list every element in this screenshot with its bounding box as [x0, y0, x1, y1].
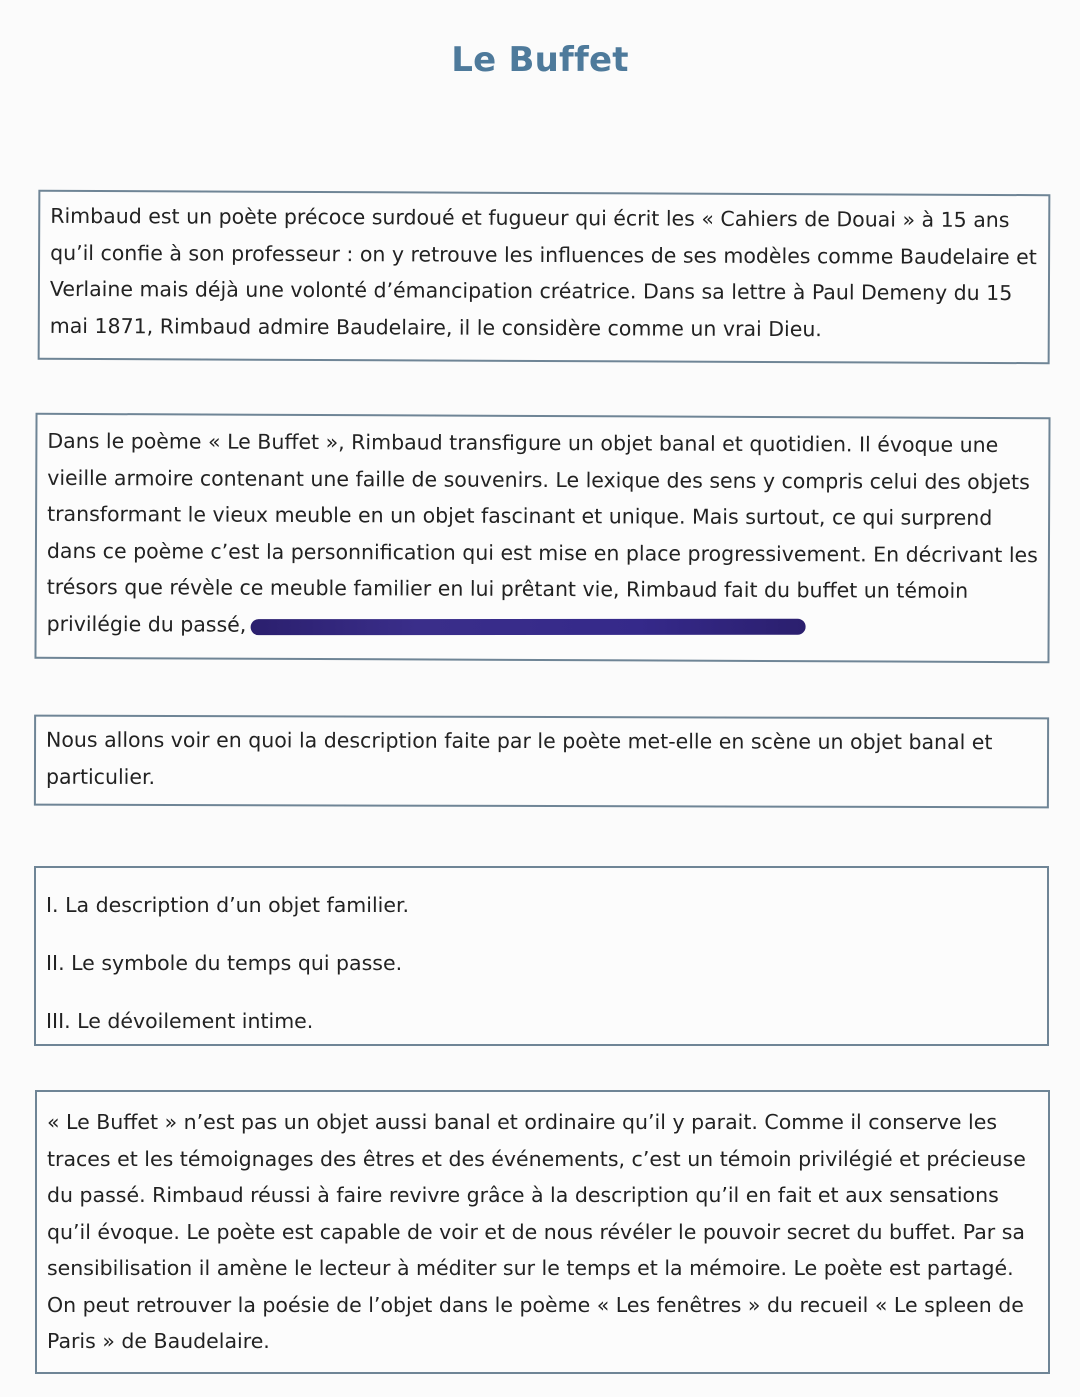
text-line: Verlaine mais déjà une volonté d’émancipation créatrice. Dans sa lettre à Paul Demeny du 15 [49, 276, 1013, 306]
ink-redaction-mark [250, 618, 805, 634]
text-line: transformant le vieux meuble en un objet fascinant et unique. Mais surtout, ce qui surprend [47, 501, 993, 530]
text-line: Nous allons voir en quoi la description faite par le poète met-elle en scène un objet banal et [46, 727, 993, 755]
text-line: Rimbaud est un poète précoce surdoué et fugueur qui écrit les « Cahiers de Douai » à 15 ans [50, 203, 1010, 233]
text-line: particulier. [45, 764, 156, 789]
plan-item: II. Le symbole du temps qui passe. [46, 951, 403, 975]
text-line-redacted [47, 605, 1038, 646]
text-line: sensibilisation il amène le lecteur à méditer sur le temps et la mémoire. Le poète est partagé. [47, 1256, 1014, 1280]
text-line: « Le Buffet » n’est pas un objet aussi banal et ordinaire qu’il y parait. Comme il conserve les [47, 1110, 998, 1134]
analysis-box [34, 413, 1050, 663]
text-fragment: privilégie du passé, [46, 611, 247, 637]
plan-item: I. La description d’un objet familier. [46, 893, 410, 917]
problematic-box [34, 715, 1049, 809]
page-title: Le Buffet [451, 40, 629, 80]
text-line: du passé. Rimbaud réussi à faire revivre grâce à la description qu’il en fait et aux sensations [47, 1183, 999, 1207]
text-line: dans ce poème c’est la personnification qui est mise en place progressivement. En décrivant les [46, 538, 1038, 567]
text-line: Dans le poème « Le Buffet », Rimbaud transfigure un objet banal et quotidien. Il évoque une [47, 428, 999, 457]
text-line: traces et les témoignages des êtres et des événements, c’est un témoin privilégié et précieuse [47, 1146, 1026, 1171]
intro-box [38, 190, 1051, 364]
plan-box [34, 866, 1049, 1046]
plan-item: III. Le dévoilement intime. [46, 1009, 314, 1033]
text-line: trésors que révèle ce meuble familier en lui prêtant vie, Rimbaud fait du buffet un témoin [46, 574, 969, 603]
text-line: vieille armoire contenant une faille de souvenirs. Le lexique des sens y compris celui des objets [47, 465, 1030, 494]
text-line: On peut retrouver la poésie de l’objet dans le poème « Les fenêtres » du recueil « Le spleen de [47, 1292, 1024, 1317]
text-line: mai 1871, Rimbaud admire Baudelaire, il le considère comme un vrai Dieu. [49, 313, 822, 341]
text-line: Paris » de Baudelaire. [47, 1329, 270, 1353]
text-line: qu’il évoque. Le poète est capable de voir et de nous révéler le pouvoir secret du buffet. Par sa [47, 1219, 1025, 1244]
text-line: qu’il confie à son professeur : on y retrouve les influences de ses modèles comme Baudelaire et [50, 240, 1037, 269]
conclusion-box [35, 1090, 1050, 1374]
